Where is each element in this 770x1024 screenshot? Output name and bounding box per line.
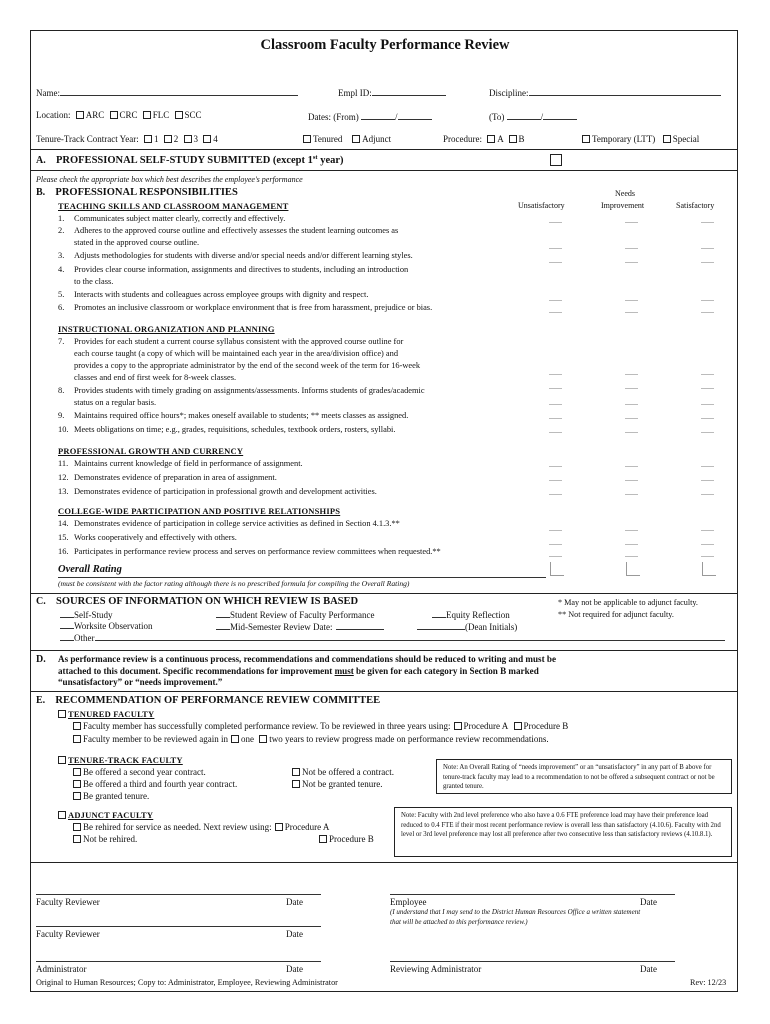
distribution-note: Original to Human Resources; Copy to: Administrator, Employee, Reviewing Administrator: [36, 978, 338, 987]
item-text: Provides students with timely grading on assignments/assessments. Informs students of grades/academic: [74, 386, 425, 395]
rating-blank-line[interactable]: [549, 248, 562, 249]
procedure-label: Procedure:: [443, 134, 482, 144]
section-d-line2: attached to this document. Specific recommendations for improvement: [58, 665, 335, 676]
reviewing-admin-label: Reviewing Administrator: [390, 964, 482, 974]
employee-note-line1: (I understand that I may send to the District Human Resources Office a written statement: [390, 908, 641, 916]
reviewing-admin-sign-line[interactable]: [390, 961, 675, 962]
item-8: [58, 385, 425, 409]
location-scc-label: SCC: [184, 110, 202, 120]
rating-blank-line[interactable]: [701, 494, 714, 495]
item-number: 14.: [58, 519, 69, 528]
adjunct-procedure-b-option: [319, 834, 374, 844]
adjunct-checkbox[interactable]: [352, 135, 360, 143]
to-year-line[interactable]: [540, 110, 577, 122]
item-number: 5.: [58, 290, 65, 299]
rating-blank-line[interactable]: [625, 262, 638, 263]
item-number: 13.: [58, 487, 69, 496]
item-text-cont: provides a copy to the appropriate administrator by the end of the second week of the term for 16-week: [74, 361, 421, 370]
review-one-year-checkbox[interactable]: [231, 735, 239, 743]
section-d-line2-end: be given for each category in Section B marked: [353, 665, 539, 676]
section-e-title: RECOMMENDATION OF PERFORMANCE REVIEW COMMITTEE: [55, 695, 381, 706]
item-text-cont: to the class.: [74, 277, 114, 286]
empl-id-field[interactable]: [338, 86, 446, 98]
rating-blank-line[interactable]: [701, 300, 714, 301]
tt-granted-tenure-checkbox[interactable]: [73, 792, 81, 800]
tt-third-fourth-label: Be offered a third and fourth year contract.: [83, 779, 238, 789]
item-number: 10.: [58, 425, 69, 434]
tt-third-fourth-checkbox[interactable]: [73, 780, 81, 788]
divider: [30, 593, 738, 594]
adjunct-faculty-option: [58, 810, 153, 820]
adjunct-faculty-checkbox[interactable]: [58, 811, 66, 819]
tenured-faculty-option: [58, 709, 154, 719]
adjunct-rehire-checkbox[interactable]: [73, 823, 81, 831]
adjunct-procedure-b-checkbox[interactable]: [319, 835, 327, 843]
student-review-blank[interactable]: [216, 609, 230, 618]
rating-blank-line[interactable]: [625, 418, 638, 419]
form-title: Classroom Faculty Performance Review: [260, 37, 510, 53]
item-text: Maintains required office hours*; makes oneself available to students; ** meets classes as assigned.: [74, 411, 409, 420]
rating-blank-line[interactable]: [549, 530, 562, 531]
rating-blank-line[interactable]: [549, 418, 562, 419]
employee-date-label: Date: [640, 897, 657, 907]
source-other[interactable]: [60, 631, 725, 643]
dean-initials-field[interactable]: [417, 620, 517, 632]
location-flc-label: FLC: [152, 110, 170, 120]
item-number: 12.: [58, 473, 69, 482]
administrator-label: Administrator: [36, 964, 87, 974]
rating-blank-line[interactable]: [701, 466, 714, 467]
rating-blank-line[interactable]: [701, 530, 714, 531]
item-11: [58, 458, 303, 470]
year-1-label: 1: [154, 134, 159, 144]
item-text: Maintains current knowledge of field in performance of assignment.: [74, 459, 303, 468]
year-3-checkbox[interactable]: [184, 135, 192, 143]
adjunct-procedure-a-label: Procedure A: [284, 822, 330, 832]
item-text: Communicates subject matter clearly, correctly and effectively.: [74, 214, 286, 223]
tt-not-offered-option: [292, 767, 394, 777]
tenure-track-year-field: [36, 134, 218, 144]
tt-second-year-label: Be offered a second year contract.: [83, 767, 206, 777]
group-teaching-heading: TEACHING SKILLS AND CLASSROOM MANAGEMENT: [58, 201, 289, 211]
tenured-procedure-a-checkbox[interactable]: [454, 722, 462, 730]
rating-blank-line[interactable]: [549, 494, 562, 495]
adjunct-label: Adjunct: [362, 134, 392, 144]
tenured-faculty-heading: TENURED FACULTY: [68, 709, 155, 719]
item-number: 15.: [58, 533, 69, 542]
tt-second-year-checkbox[interactable]: [73, 768, 81, 776]
col-header-needs: Needs: [615, 189, 635, 198]
employee-label: Employee: [390, 897, 427, 907]
empl-id-input-line[interactable]: [372, 86, 446, 96]
review-one-year-label: one: [240, 734, 254, 744]
rating-blank-line[interactable]: [625, 374, 638, 375]
review-two-years-label: two years to review progress made on performance review recommendations.: [269, 734, 549, 744]
tenured-review-again-option: [73, 734, 549, 744]
rating-blank-line[interactable]: [549, 300, 562, 301]
faculty-reviewer-2-sign-line[interactable]: [36, 926, 321, 927]
item-text: Provides for each student a current course syllabus consistent with the approved course outline for: [74, 337, 404, 346]
year-2-checkbox[interactable]: [164, 135, 172, 143]
location-arc-checkbox[interactable]: [76, 111, 84, 119]
tenured-review-again-checkbox[interactable]: [73, 735, 81, 743]
tt-not-granted-checkbox[interactable]: [292, 780, 300, 788]
rating-blank-line[interactable]: [625, 480, 638, 481]
temporary-label: Temporary (LTT): [592, 134, 656, 144]
year-1-checkbox[interactable]: [144, 135, 152, 143]
item-number: 2.: [58, 226, 65, 235]
overall-satisfactory-box[interactable]: [702, 562, 716, 576]
employee-sign-line[interactable]: [390, 894, 675, 895]
faculty-reviewer-1-label: Faculty Reviewer: [36, 897, 100, 907]
item-text: Demonstrates evidence of preparation in area of assignment.: [74, 473, 277, 482]
name-label: Name:: [36, 88, 60, 98]
adjunct-not-rehire-option: [73, 834, 137, 844]
group-growth-heading: PROFESSIONAL GROWTH AND CURRENCY: [58, 446, 244, 456]
location-arc-label: ARC: [85, 110, 105, 120]
discipline-field[interactable]: [489, 86, 721, 98]
item-text-cont: each course taught (a copy of which will be maintained each year in the area/division office) and: [74, 349, 399, 358]
empl-id-label: Empl ID:: [338, 88, 372, 98]
section-b-instruction: Please check the appropriate box which best describes the employee's performance: [36, 175, 303, 184]
name-field[interactable]: [36, 86, 298, 98]
item-14: [58, 518, 400, 530]
source-self-study[interactable]: [60, 609, 113, 620]
item-text: Meets obligations on time; e.g., grades, requisitions, schedules, textbook orders, rosters, syllabi.: [74, 425, 396, 434]
adjunct-faculty-heading: ADJUNCT FACULTY: [68, 810, 154, 820]
procedure-b-checkbox[interactable]: [509, 135, 517, 143]
item-10: [58, 424, 395, 436]
adjunct-not-rehire-label: Not be rehired.: [83, 834, 138, 844]
rating-blank-line[interactable]: [701, 544, 714, 545]
tenured-procedure-a-label: Procedure A: [463, 721, 509, 731]
item-number: 16.: [58, 547, 69, 556]
rating-blank-line[interactable]: [701, 312, 714, 313]
discipline-label: Discipline:: [489, 88, 529, 98]
adjunct-rehire-label: Be rehired for service as needed. Next review using:: [83, 822, 272, 832]
worksite-blank[interactable]: [60, 620, 74, 629]
location-flc-checkbox[interactable]: [143, 111, 151, 119]
section-c-heading: [36, 596, 358, 607]
worksite-label: Worksite Observation: [74, 621, 153, 631]
from-year-line[interactable]: [398, 110, 432, 120]
special-label: Special: [672, 134, 700, 144]
item-16: [58, 546, 441, 558]
item-1: [58, 213, 285, 225]
section-d-text: [58, 654, 556, 689]
overall-unsatisfactory-box[interactable]: [550, 562, 564, 576]
item-5: [58, 289, 368, 301]
divider: [30, 650, 738, 651]
rating-blank-line[interactable]: [549, 374, 562, 375]
year-2-label: 2: [173, 134, 179, 144]
adjunct-rehire-option: [73, 822, 329, 832]
tenured-review-again-label: Faculty member to be reviewed again in: [83, 734, 228, 744]
item-9: [58, 410, 408, 422]
year-4-checkbox[interactable]: [203, 135, 211, 143]
rating-blank-line[interactable]: [625, 248, 638, 249]
midsemester-date-line[interactable]: [336, 620, 384, 630]
section-d-line1: As performance review is a continuous process, recommendations and commendations should be reduced to writing and must be: [58, 654, 556, 664]
rating-blank-line[interactable]: [549, 262, 562, 263]
source-midsemester[interactable]: [216, 620, 384, 632]
tt-not-offered-label: Not be offered a contract.: [302, 767, 395, 777]
tenured-label: Tenured: [313, 134, 343, 144]
rating-blank-line[interactable]: [701, 374, 714, 375]
item-3: [58, 250, 413, 262]
dates-from-field[interactable]: [308, 110, 432, 122]
section-a-heading: [36, 154, 344, 166]
item-6: [58, 302, 432, 314]
rating-blank-line[interactable]: [549, 404, 562, 405]
section-a-title: PROFESSIONAL SELF-STUDY SUBMITTED (except 1: [55, 155, 313, 166]
rating-blank-line[interactable]: [625, 544, 638, 545]
item-7: [58, 336, 420, 384]
section-c-letter: C.: [36, 596, 46, 607]
tenure-track-note: Note: An Overall Rating of “needs improvement” or an “unsatisfactory” in any part of B above for tenure-track faculty may lead to a recommendation to not be offered a subsequent contract or not be granted tenure.: [436, 759, 732, 794]
other-label: Other: [74, 633, 95, 643]
faculty-reviewer-2-label: Faculty Reviewer: [36, 929, 100, 939]
location-label: Location:: [36, 110, 71, 120]
procedure-field: [443, 134, 525, 144]
adjunct-procedure-b-label: Procedure B: [329, 834, 374, 844]
self-study-label: Self-Study: [74, 610, 113, 620]
divider: [30, 862, 738, 863]
rating-blank-line[interactable]: [549, 222, 562, 223]
rating-blank-line[interactable]: [625, 556, 638, 557]
midsemester-label: Mid-Semester Review Date:: [230, 622, 333, 632]
item-13: [58, 486, 377, 498]
item-number: 3.: [58, 251, 65, 260]
divider: [30, 149, 738, 150]
section-e-letter: E.: [36, 695, 46, 706]
item-text: Works cooperatively and effectively with others.: [74, 533, 237, 542]
tt-not-granted-option: [292, 779, 382, 789]
rating-blank-line[interactable]: [549, 556, 562, 557]
revision-label: Rev: 12/23: [690, 978, 727, 987]
self-study-blank[interactable]: [60, 609, 74, 618]
item-12: [58, 472, 277, 484]
item-2: [58, 225, 398, 249]
student-review-label: Student Review of Faculty Performance: [230, 610, 375, 620]
section-e-heading: [36, 695, 380, 706]
dates-to-field[interactable]: [489, 110, 577, 122]
item-number: 8.: [58, 386, 65, 395]
adjunct-note: Note: Faculty with 2nd level preference who also have a 0.6 FTE preference load may have their preference load reduced to 0.4 FTE if their most recent performance review is overall less than satisfactory (4.10.6). Faculty with 2nd level or 3rd level preference may lost all preference after two consecutive less than satisfactory reviews (4.10.8.1).: [394, 807, 732, 857]
group-instructional-heading: INSTRUCTIONAL ORGANIZATION AND PLANNING: [58, 324, 275, 334]
dean-initials-line[interactable]: [417, 620, 465, 630]
midsemester-blank[interactable]: [216, 621, 230, 630]
item-4: [58, 264, 408, 288]
tenure-track-option: [58, 755, 183, 765]
section-a-letter: A.: [36, 155, 46, 166]
col-header-unsatisfactory: Unsatisfactory: [518, 201, 565, 210]
tenure-track-heading: TENURE-TRACK FACULTY: [68, 755, 183, 765]
dates-from-label: Dates: (From): [308, 112, 359, 122]
equity-blank[interactable]: [432, 609, 446, 618]
section-a-title-end: year): [317, 155, 344, 166]
location-field: [36, 110, 202, 120]
rating-blank-line[interactable]: [625, 432, 638, 433]
item-text: Provides clear course information, assignments and directives to students, including an introduction: [74, 265, 409, 274]
faculty-reviewer-1-sign-line[interactable]: [36, 894, 321, 895]
overall-rating-label: Overall Rating: [58, 564, 122, 575]
rating-blank-line[interactable]: [701, 432, 714, 433]
rating-blank-line[interactable]: [701, 556, 714, 557]
overall-needs-improvement-box[interactable]: [626, 562, 640, 576]
section-a-sup: st: [312, 154, 318, 161]
other-input-line[interactable]: [95, 631, 725, 641]
self-study-submitted-checkbox[interactable]: [550, 154, 562, 166]
rating-blank-line[interactable]: [549, 480, 562, 481]
rating-blank-line[interactable]: [701, 480, 714, 481]
review-two-years-checkbox[interactable]: [259, 735, 267, 743]
name-input-line[interactable]: [60, 86, 298, 96]
employment-type-field: [579, 134, 699, 144]
tt-granted-tenure-label: Be granted tenure.: [83, 791, 150, 801]
tenured-procedure-b-label: Procedure B: [523, 721, 569, 731]
item-text-cont: classes and end of first week for 8-week classes.: [74, 373, 237, 382]
item-text: Promotes an inclusive classroom or workplace environment that is free from harassment, prejudice or bias.: [74, 303, 433, 312]
discipline-input-line[interactable]: [529, 86, 721, 96]
footnote-adjunct-1: * May not be applicable to adjunct faculty.: [558, 598, 698, 607]
item-text: Demonstrates evidence of participation in college service activities as defined in Section 4.1.3.**: [74, 519, 400, 528]
source-student-review[interactable]: [216, 609, 374, 620]
tenured-checkbox[interactable]: [303, 135, 311, 143]
employee-note-line2: that will be attached to this performance review.): [390, 918, 528, 926]
to-month-line[interactable]: [507, 110, 541, 120]
rating-blank-line[interactable]: [701, 388, 714, 389]
dean-initials-label: (Dean Initials): [465, 622, 518, 632]
procedure-a-label: A: [497, 134, 504, 144]
item-text: Demonstrates evidence of participation in professional growth and development activities.: [74, 487, 377, 496]
procedure-b-label: B: [518, 134, 525, 144]
rating-blank-line[interactable]: [625, 466, 638, 467]
rating-blank-line[interactable]: [701, 248, 714, 249]
group-college-wide-heading: COLLEGE-WIDE PARTICIPATION AND POSITIVE RELATIONSHIPS: [58, 506, 341, 516]
item-15: [58, 532, 237, 544]
tenured-faculty-checkbox[interactable]: [58, 710, 66, 718]
to-slash: /: [540, 112, 544, 122]
rating-blank-line[interactable]: [625, 222, 638, 223]
adjunct-not-rehire-checkbox[interactable]: [73, 835, 81, 843]
source-worksite[interactable]: [60, 620, 153, 631]
section-b-title: PROFESSIONAL RESPONSIBILITIES: [55, 187, 238, 198]
divider: [30, 170, 738, 171]
rating-blank-line[interactable]: [625, 404, 638, 405]
source-equity[interactable]: [432, 609, 510, 620]
rating-blank-line[interactable]: [625, 312, 638, 313]
item-number: 1.: [58, 214, 65, 223]
tt-granted-tenure-option: [73, 791, 149, 801]
status-field: [300, 134, 391, 144]
col-header-needs-improvement: Improvement: [601, 201, 645, 210]
tt-not-offered-checkbox[interactable]: [292, 768, 300, 776]
section-c-title: SOURCES OF INFORMATION ON WHICH REVIEW IS BASED: [55, 596, 359, 607]
col-header-satisfactory: Satisfactory: [676, 201, 715, 210]
item-text: Adheres to the approved course outline and effectively assesses the student learning outcomes as: [74, 226, 399, 235]
tt-not-granted-label: Not be granted tenure.: [302, 779, 383, 789]
rating-blank-line[interactable]: [549, 544, 562, 545]
item-number: 11.: [58, 459, 69, 468]
rating-blank-line[interactable]: [549, 466, 562, 467]
section-d-must: must: [334, 665, 354, 676]
rating-blank-line[interactable]: [625, 530, 638, 531]
tenured-completed-label: Faculty member has successfully completed performance review. To be reviewed in three years using:: [83, 721, 451, 731]
year-4-label: 4: [213, 134, 218, 144]
other-blank[interactable]: [60, 632, 74, 641]
reviewing-admin-date-label: Date: [640, 964, 657, 974]
section-b-heading: [36, 187, 238, 198]
dates-to-label: (To): [489, 112, 505, 122]
rating-blank-line[interactable]: [701, 404, 714, 405]
rating-blank-line[interactable]: [701, 222, 714, 223]
rating-blank-line[interactable]: [549, 388, 562, 389]
temporary-checkbox[interactable]: [582, 135, 590, 143]
adjunct-procedure-a-checkbox[interactable]: [275, 823, 283, 831]
item-text: Adjusts methodologies for students with diverse and/or special needs and/or different learning styles.: [74, 251, 413, 260]
rating-blank-line[interactable]: [549, 312, 562, 313]
footnote-adjunct-2: ** Not required for adjunct faculty.: [558, 610, 674, 619]
rating-blank-line[interactable]: [701, 418, 714, 419]
equity-label: Equity Reflection: [446, 610, 510, 620]
item-number: 7.: [58, 337, 65, 346]
special-checkbox[interactable]: [663, 135, 671, 143]
item-number: 6.: [58, 303, 65, 312]
section-d-letter: D.: [36, 654, 46, 665]
item-text-cont: stated in the approved course outline.: [74, 238, 200, 247]
tt-third-fourth-option: [73, 779, 237, 789]
tenured-procedure-b-checkbox[interactable]: [514, 722, 522, 730]
rating-blank-line[interactable]: [701, 262, 714, 263]
item-text: Participates in performance review process and serves on performance review committees when requested.**: [74, 547, 441, 556]
faculty-reviewer-2-date-label: Date: [286, 929, 303, 939]
overall-rating-underline: [58, 577, 546, 578]
item-number: 4.: [58, 265, 65, 274]
tenure-year-label: Tenure-Track Contract Year:: [36, 134, 139, 144]
location-crc-label: CRC: [119, 110, 138, 120]
from-month-line[interactable]: [361, 110, 395, 120]
procedure-a-checkbox[interactable]: [487, 135, 495, 143]
rating-blank-line[interactable]: [625, 388, 638, 389]
administrator-date-label: Date: [286, 964, 303, 974]
divider: [30, 691, 738, 692]
item-text-cont: status on a regular basis.: [74, 398, 157, 407]
rating-blank-line[interactable]: [625, 494, 638, 495]
section-d-line3: “unsatisfactory” or “needs improvement.”: [58, 677, 223, 687]
section-b-letter: B.: [36, 187, 46, 198]
overall-rating-note: (must be consistent with the factor rating although there is no prescribed formula for compiling the Overall Rating): [58, 579, 410, 588]
tenure-track-checkbox[interactable]: [58, 756, 66, 764]
rating-blank-line[interactable]: [549, 432, 562, 433]
location-crc-checkbox[interactable]: [110, 111, 118, 119]
item-text: Interacts with students and colleagues across employee groups with dignity and respect.: [74, 290, 369, 299]
rating-blank-line[interactable]: [625, 300, 638, 301]
location-scc-checkbox[interactable]: [175, 111, 183, 119]
year-3-label: 3: [193, 134, 199, 144]
tt-second-year-option: [73, 767, 206, 777]
tenured-completed-option: [73, 721, 568, 731]
administrator-sign-line[interactable]: [36, 961, 321, 962]
from-slash: /: [395, 112, 398, 122]
tenured-completed-checkbox[interactable]: [73, 722, 81, 730]
item-number: 9.: [58, 411, 65, 420]
faculty-reviewer-1-date-label: Date: [286, 897, 303, 907]
